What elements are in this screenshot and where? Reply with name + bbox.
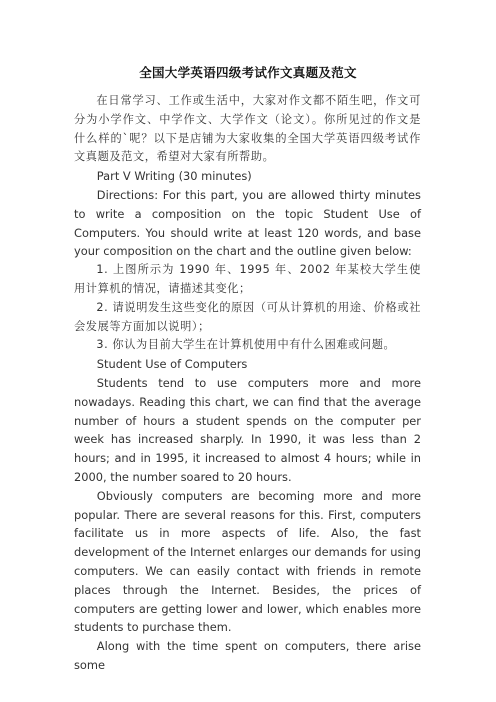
intro-paragraph: 在日常学习、工作或生活中，大家对作文都不陌生吧，作文可分为小学作文、中学作文、大学作文（论文）。你所见过的作文是什么样的`呢？以下是店铺为大家收集的全国大学英语四级考试作文真题及范文，希望对大家有所帮助。 xyxy=(74,94,421,164)
outline-item-1: 1. 上图所示为 1990 年、1995 年、2002 年某校大学生使用计算机的情况，请描述其变化； xyxy=(74,263,421,295)
outline-item-3: 3. 你认为目前大学生在计算机使用中有什么困难或问题。 xyxy=(96,338,396,352)
essay-paragraph: Obviously computers are becoming more and more popular. There are several reasons for this. First, computers facilitate us in more aspects of life. Also, the fast development of the Internet enlarges our demands for using computers. We can easily contact with friends in remote places through the Internet. Besides, the prices of computers are getting lower and lower, which enables more students to purchase them. xyxy=(74,488,421,635)
outline-item-2: 2. 请说明发生这些变化的原因（可从计算机的用途、价格或社会发展等方面加以说明）； xyxy=(74,300,421,333)
section-heading: Part V Writing (30 minutes) xyxy=(96,169,252,184)
essay-paragraph: Students tend to use computers more and more nowadays. Reading this chart, we can find that the average number of hours a student spends on the computer per week has increased sharply. In 1990, it was less than 2 hours; and in 1995, it increased to almost 4 hours; while in 2000, the number soared to 20 hours. xyxy=(74,375,421,484)
document-body xyxy=(74,92,421,675)
directions-paragraph: Directions: For this part, you are allowed thirty minutes to write a composition on the topic Student Use of Computers. You should write at least 120 words, and base your composition on the chart and the outline given below: xyxy=(74,187,421,259)
essay-paragraph: Along with the time spent on computers, there arise some xyxy=(74,639,421,672)
essay-title: Student Use of Computers xyxy=(96,357,248,372)
document-title: 全国大学英语四级考试作文真题及范文 xyxy=(139,65,357,80)
